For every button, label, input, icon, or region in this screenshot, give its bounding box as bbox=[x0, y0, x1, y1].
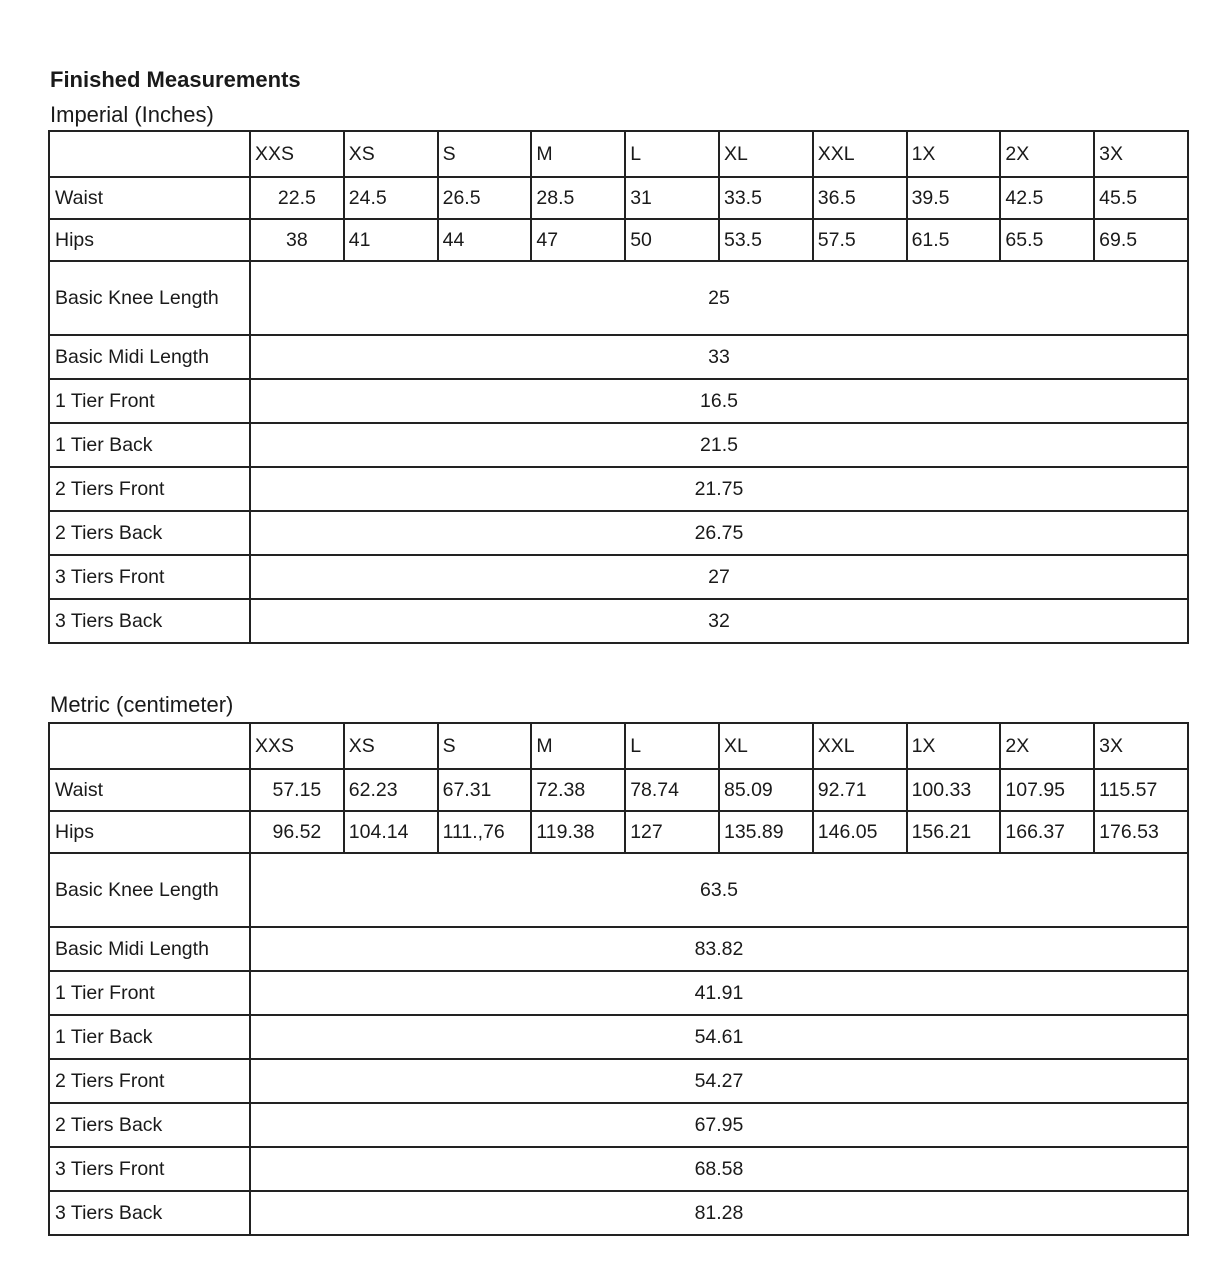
table-row bbox=[49, 219, 1188, 261]
row-label: Basic Knee Length bbox=[49, 853, 250, 927]
row-label: 1 Tier Front bbox=[49, 379, 250, 423]
length-value-cell: 32 bbox=[250, 599, 1188, 643]
length-value-cell: 21.75 bbox=[250, 467, 1188, 511]
row-label: 1 Tier Back bbox=[49, 423, 250, 467]
row-label: 3 Tiers Back bbox=[49, 599, 250, 643]
length-value-cell: 16.5 bbox=[250, 379, 1188, 423]
measurement-cell: 28.5 bbox=[531, 177, 625, 219]
measurement-cell: 92.71 bbox=[813, 769, 907, 811]
row-label: Waist bbox=[49, 177, 250, 219]
table-row bbox=[49, 261, 1188, 335]
measurement-cell: 72.38 bbox=[531, 769, 625, 811]
length-value-cell: 25 bbox=[250, 261, 1188, 335]
length-value-cell: 26.75 bbox=[250, 511, 1188, 555]
measurement-cell: 65.5 bbox=[1000, 219, 1094, 261]
table-row bbox=[49, 853, 1188, 927]
row-label: Waist bbox=[49, 769, 250, 811]
document-title: Finished Measurements bbox=[50, 67, 301, 92]
measurement-cell: 115.57 bbox=[1094, 769, 1188, 811]
measurement-cell: 78.74 bbox=[625, 769, 719, 811]
size-header: XXS bbox=[250, 723, 344, 769]
row-label: 2 Tiers Back bbox=[49, 1103, 250, 1147]
measurement-cell: 47 bbox=[531, 219, 625, 261]
row-label: 1 Tier Back bbox=[49, 1015, 250, 1059]
measurement-cell: 57.5 bbox=[813, 219, 907, 261]
metric-measurements-table bbox=[48, 722, 1189, 1236]
length-value-cell: 83.82 bbox=[250, 927, 1188, 971]
measurement-cell: 36.5 bbox=[813, 177, 907, 219]
row-label: 1 Tier Front bbox=[49, 971, 250, 1015]
table-row bbox=[49, 769, 1188, 811]
row-label: 2 Tiers Back bbox=[49, 511, 250, 555]
measurement-cell: 111.,76 bbox=[438, 811, 532, 853]
length-value-cell: 21.5 bbox=[250, 423, 1188, 467]
table-row bbox=[49, 177, 1188, 219]
measurement-cell: 146.05 bbox=[813, 811, 907, 853]
measurement-cell: 127 bbox=[625, 811, 719, 853]
measurement-cell: 44 bbox=[438, 219, 532, 261]
row-label: 2 Tiers Front bbox=[49, 1059, 250, 1103]
table-row bbox=[49, 423, 1188, 467]
length-value-cell: 63.5 bbox=[250, 853, 1188, 927]
measurement-cell: 50 bbox=[625, 219, 719, 261]
measurement-cell: 135.89 bbox=[719, 811, 813, 853]
corner-cell bbox=[49, 131, 250, 177]
measurement-cell: 69.5 bbox=[1094, 219, 1188, 261]
measurement-cell: 42.5 bbox=[1000, 177, 1094, 219]
size-header: 2X bbox=[1000, 723, 1094, 769]
row-label: 3 Tiers Back bbox=[49, 1191, 250, 1235]
measurement-cell: 156.21 bbox=[907, 811, 1001, 853]
size-header: XL bbox=[719, 131, 813, 177]
corner-cell bbox=[49, 723, 250, 769]
table-row bbox=[49, 467, 1188, 511]
length-value-cell: 54.61 bbox=[250, 1015, 1188, 1059]
measurement-cell: 45.5 bbox=[1094, 177, 1188, 219]
row-label: 2 Tiers Front bbox=[49, 467, 250, 511]
size-header: L bbox=[625, 131, 719, 177]
table-row bbox=[49, 555, 1188, 599]
imperial-measurements-table bbox=[48, 130, 1189, 644]
table-row bbox=[49, 1147, 1188, 1191]
size-header: 3X bbox=[1094, 131, 1188, 177]
table-row bbox=[49, 1191, 1188, 1235]
size-header: XXL bbox=[813, 131, 907, 177]
length-value-cell: 33 bbox=[250, 335, 1188, 379]
length-value-cell: 27 bbox=[250, 555, 1188, 599]
table-row bbox=[49, 1059, 1188, 1103]
size-header: M bbox=[531, 131, 625, 177]
row-label: 3 Tiers Front bbox=[49, 1147, 250, 1191]
row-label: Hips bbox=[49, 219, 250, 261]
measurement-cell: 61.5 bbox=[907, 219, 1001, 261]
measurement-cell: 107.95 bbox=[1000, 769, 1094, 811]
measurement-cell: 119.38 bbox=[531, 811, 625, 853]
measurement-cell: 39.5 bbox=[907, 177, 1001, 219]
size-header: L bbox=[625, 723, 719, 769]
length-value-cell: 68.58 bbox=[250, 1147, 1188, 1191]
table-row bbox=[49, 927, 1188, 971]
row-label: Basic Midi Length bbox=[49, 335, 250, 379]
measurement-cell: 85.09 bbox=[719, 769, 813, 811]
imperial-heading: Imperial (Inches) bbox=[50, 102, 214, 127]
size-header: 1X bbox=[907, 723, 1001, 769]
length-value-cell: 67.95 bbox=[250, 1103, 1188, 1147]
row-label: 3 Tiers Front bbox=[49, 555, 250, 599]
measurement-cell: 38 bbox=[250, 219, 344, 261]
length-value-cell: 54.27 bbox=[250, 1059, 1188, 1103]
measurement-cell: 67.31 bbox=[438, 769, 532, 811]
length-value-cell: 41.91 bbox=[250, 971, 1188, 1015]
size-header: XXL bbox=[813, 723, 907, 769]
measurement-cell: 57.15 bbox=[250, 769, 344, 811]
table-row bbox=[49, 1103, 1188, 1147]
length-value-cell: 81.28 bbox=[250, 1191, 1188, 1235]
measurement-cell: 176.53 bbox=[1094, 811, 1188, 853]
table-row bbox=[49, 379, 1188, 423]
size-header: S bbox=[438, 723, 532, 769]
row-label: Basic Knee Length bbox=[49, 261, 250, 335]
size-header: 2X bbox=[1000, 131, 1094, 177]
size-header: XS bbox=[344, 723, 438, 769]
measurement-cell: 24.5 bbox=[344, 177, 438, 219]
size-header-row bbox=[49, 131, 1188, 177]
measurement-cell: 33.5 bbox=[719, 177, 813, 219]
measurement-cell: 41 bbox=[344, 219, 438, 261]
size-header: XXS bbox=[250, 131, 344, 177]
measurement-cell: 31 bbox=[625, 177, 719, 219]
measurement-cell: 22.5 bbox=[250, 177, 344, 219]
size-header: M bbox=[531, 723, 625, 769]
measurement-cell: 166.37 bbox=[1000, 811, 1094, 853]
size-header: 3X bbox=[1094, 723, 1188, 769]
size-header: XL bbox=[719, 723, 813, 769]
measurement-cell: 26.5 bbox=[438, 177, 532, 219]
measurement-cell: 100.33 bbox=[907, 769, 1001, 811]
metric-heading: Metric (centimeter) bbox=[50, 692, 234, 717]
table-row bbox=[49, 971, 1188, 1015]
row-label: Basic Midi Length bbox=[49, 927, 250, 971]
row-label: Hips bbox=[49, 811, 250, 853]
size-header: S bbox=[438, 131, 532, 177]
table-row bbox=[49, 335, 1188, 379]
table-row bbox=[49, 1015, 1188, 1059]
measurement-cell: 62.23 bbox=[344, 769, 438, 811]
size-header-row bbox=[49, 723, 1188, 769]
size-header: XS bbox=[344, 131, 438, 177]
size-header: 1X bbox=[907, 131, 1001, 177]
measurement-cell: 53.5 bbox=[719, 219, 813, 261]
table-row bbox=[49, 599, 1188, 643]
measurement-cell: 96.52 bbox=[250, 811, 344, 853]
table-row bbox=[49, 811, 1188, 853]
table-row bbox=[49, 511, 1188, 555]
measurement-cell: 104.14 bbox=[344, 811, 438, 853]
